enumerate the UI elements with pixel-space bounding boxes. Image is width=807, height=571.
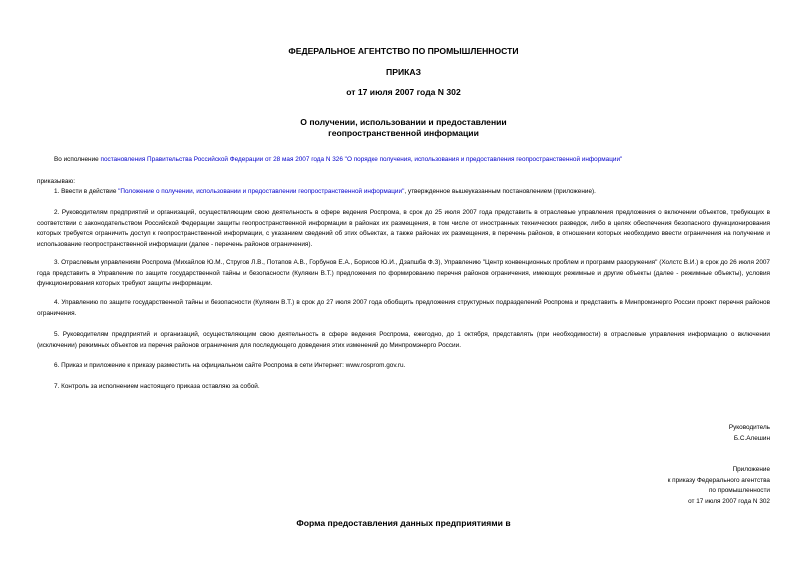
item-3-text: 3. Отраслевым управлениям Роспрома (Михайлов Ю.М., Стругов Л.В., Потапов А.В., Горбунов Е.А., Борисов Ю.И., Дзапшба Ф.З), Управлению "Центр конвенционных проблем и программ разоружения" (Холстс В.И.) в срок до 26 июля 2007 года представить в Управление по защите государственной тайны и безопасности (Кулякин В.Т.) предложения по формированию перечня районов ограничения, имеющих режимные и другие объекты (далее - режимные объекты), условия функционирования которых требуют защиты информации. <box>37 259 770 287</box>
item-5-text: 5. Руководителям предприятий и организаций, осуществляющим свою деятельность в сфере ведения Роспрома, ежегодно, до 1 октября, представлять (при необходимости) в отраслевые управления информацию о включении (исключении) режимных объектов из перечня районов ограничения для последующего доведения этих изменений до Минпромэнерго России. <box>37 331 770 349</box>
appendix-line-1: Приложение <box>732 466 770 473</box>
agency-heading: ФЕДЕРАЛЬНОЕ АГЕНТСТВО ПО ПРОМЫШЛЕННОСТИ <box>288 46 519 56</box>
signature-block <box>520 423 770 444</box>
item-1-regulation-link[interactable]: "Положение о получении, использовании и предоставлении геопространственной информации" <box>118 188 405 195</box>
item-2 <box>37 208 770 250</box>
signature-name: Б.С.Алешин <box>733 434 770 442</box>
appendix-line-3: по промышленности <box>708 487 770 494</box>
appendix-line-2: к приказу Федерального агентства <box>667 476 770 484</box>
item-4 <box>37 298 770 319</box>
title-line-2: геопространственной информации <box>328 128 479 138</box>
item-1-prefix: 1. Ввести в действие <box>54 188 119 195</box>
date-number-heading: от 17 июля 2007 года N 302 <box>346 87 461 97</box>
preamble-decree-link[interactable]: постановления Правительства Российской Федерации от 28 мая 2007 года N 326 "О порядке получения, использования и предоставления геопространственной информации" <box>100 156 623 163</box>
form-title: Форма предоставления данных предприятиями в <box>296 518 511 528</box>
item-4-text: 4. Управлению по защите государственной тайны и безопасности (Кулякин В.Т.) в срок до 27 июля 2007 года обобщить предложения структурных подразделений Роспрома и представить в Минпромэнерго России проект перечня районов ограничения. <box>37 299 770 317</box>
title-line-1: О получении, использовании и предоставлении <box>300 117 507 127</box>
order-word: приказываю: <box>37 178 75 185</box>
appendix-line-4: от 17 июля 2007 года N 302 <box>688 497 770 505</box>
doc-type-heading: ПРИКАЗ <box>386 67 421 77</box>
item-1 <box>37 187 770 198</box>
preamble-paragraph <box>37 155 770 166</box>
signature-position: Руководитель <box>728 424 770 431</box>
item-2-text: 2. Руководителям предприятий и организаций, осуществляющим свою деятельность в сфере ведения Роспрома, в срок до 25 июля 2007 года представить в отраслевые управления предложения о включении объектов, требующих в соответствии с законодательством Российской Федерации защиты геопространственной информации в районах их размещения, в том числе от иностранных технических разведок, либо в целях обеспечения безопасного функционирования которых требуется ограничить доступ к геопространственной информации, с указанием сведений об этих объектах, а также районах их размещения, в перечень районов, в отношении которых необходимо ввести ограничения на получение и использование геопространственной информации (далее - перечень районов ограничения). <box>37 209 770 248</box>
item-7: 7. Контроль за исполнением настоящего приказа оставляю за собой. <box>54 383 260 390</box>
appendix-block <box>520 465 770 507</box>
preamble-prefix: Во исполнение <box>54 156 101 163</box>
item-5 <box>37 330 770 351</box>
item-3 <box>37 258 770 290</box>
item-6: 6. Приказ и приложение к приказу разместить на официальном сайте Роспрома в сети Интернет: www.rosprom.gov.ru. <box>54 362 406 369</box>
item-1-suffix: , утвержденное вышеуказанным постановлением (приложение). <box>404 188 596 195</box>
